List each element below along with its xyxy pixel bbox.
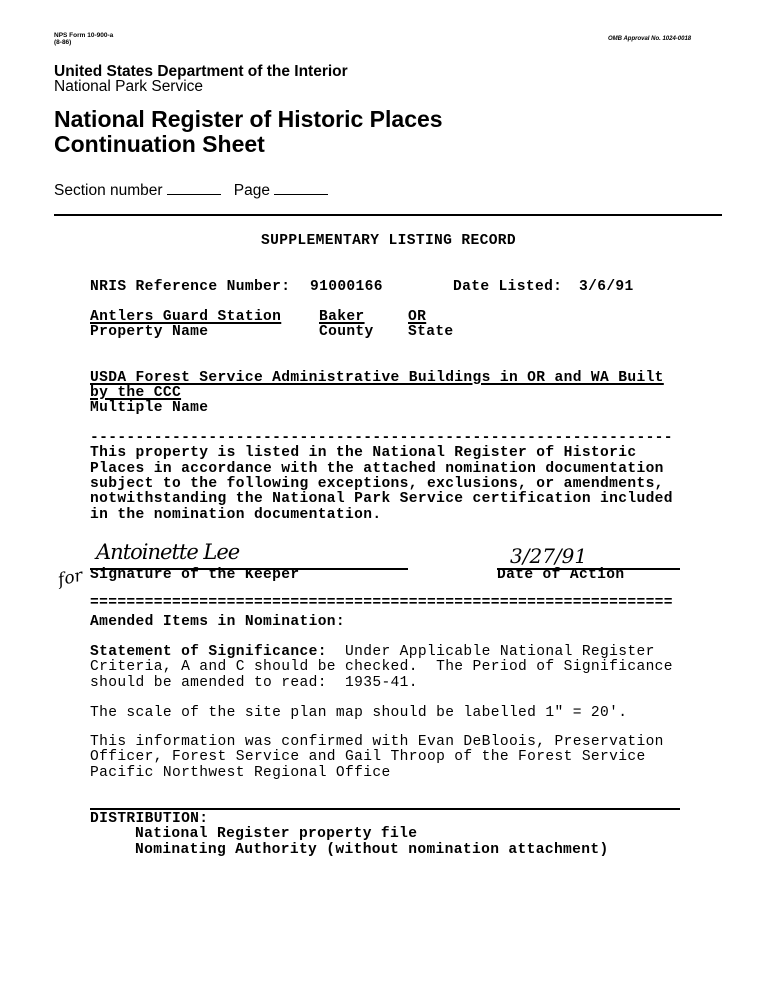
multiple-name-line1: USDA Forest Service Administrative Buildings in OR and WA Built <box>90 370 664 386</box>
agency-name: National Park Service <box>54 78 204 95</box>
section-number-blank <box>167 182 221 195</box>
confirm-line: Pacific Northwest Regional Office <box>90 765 391 781</box>
section-page-line <box>54 182 328 200</box>
multiple-name-label: Multiple Name <box>90 400 209 416</box>
record-heading: SUPPLEMENTARY LISTING RECORD <box>261 233 517 249</box>
state-value: OR <box>408 309 427 325</box>
omb-approval: OMB Approval No. 1024-0018 <box>608 36 692 42</box>
page-label: Page <box>233 182 270 199</box>
distribution-item: National Register property file <box>135 826 418 842</box>
form-number: NPS Form 10-900-a (8-86) <box>54 32 114 46</box>
dash-separator: ---------------------------------------------------------------- <box>90 430 673 446</box>
county-label: County <box>319 324 374 340</box>
confirm-line: Officer, Forest Service and Gail Throop of the Forest Service <box>90 749 646 765</box>
for-annotation: for <box>56 565 85 591</box>
distribution-heading: DISTRIBUTION: <box>90 811 209 827</box>
property-name-value: Antlers Guard Station <box>90 309 282 325</box>
state-label: State <box>408 324 454 340</box>
distribution-item: Nominating Authority (without nomination attachment) <box>135 842 609 858</box>
page-number-blank <box>274 182 328 195</box>
action-date-handwritten: 3/27/91 <box>510 544 588 568</box>
significance-line2: Criteria, A and C should be checked. The Period of Significance <box>90 659 673 675</box>
significance-label: Statement of Significance: <box>90 644 327 660</box>
county-value: Baker <box>319 309 365 325</box>
significance-line1: Statement of Significance: Under Applicable National Register <box>90 644 655 660</box>
form-subtitle: Continuation Sheet <box>54 131 265 157</box>
statement-line: in the nomination documentation. <box>90 507 382 523</box>
section-number-label: Section number <box>54 182 163 199</box>
amended-heading: Amended Items in Nomination: <box>90 614 346 630</box>
signature-label: Signature of the Keeper <box>90 567 300 583</box>
keeper-signature: Antoinette Lee <box>96 540 240 564</box>
statement-line: Places in accordance with the attached nomination documentation <box>90 461 664 477</box>
significance-line3: should be amended to read: 1935-41. <box>90 675 418 691</box>
property-name-label: Property Name <box>90 324 209 340</box>
confirm-line: This information was confirmed with Evan DeBloois, Preservation <box>90 734 664 750</box>
department-name: United States Department of the Interior <box>54 63 348 80</box>
distribution-rule <box>90 808 680 810</box>
statement-line: notwithstanding the National Park Service certification included <box>90 491 673 507</box>
nris-value: 91000166 <box>310 279 383 295</box>
date-listed-label: Date Listed: <box>453 279 563 295</box>
double-separator: ================================================================ <box>90 597 673 610</box>
form-title: National Register of Historic Places <box>54 106 443 132</box>
statement-line: subject to the following exceptions, exclusions, or amendments, <box>90 476 664 492</box>
multiple-name-line2: by the CCC <box>90 385 182 401</box>
scale-note: The scale of the site plan map should be labelled 1" = 20'. <box>90 705 628 721</box>
nris-label: NRIS Reference Number: <box>90 279 291 295</box>
date-of-action-label: Date of Action <box>497 567 625 583</box>
header-rule <box>54 214 722 216</box>
date-listed-value: 3/6/91 <box>579 279 634 295</box>
statement-line: This property is listed in the National Register of Historic <box>90 445 637 461</box>
